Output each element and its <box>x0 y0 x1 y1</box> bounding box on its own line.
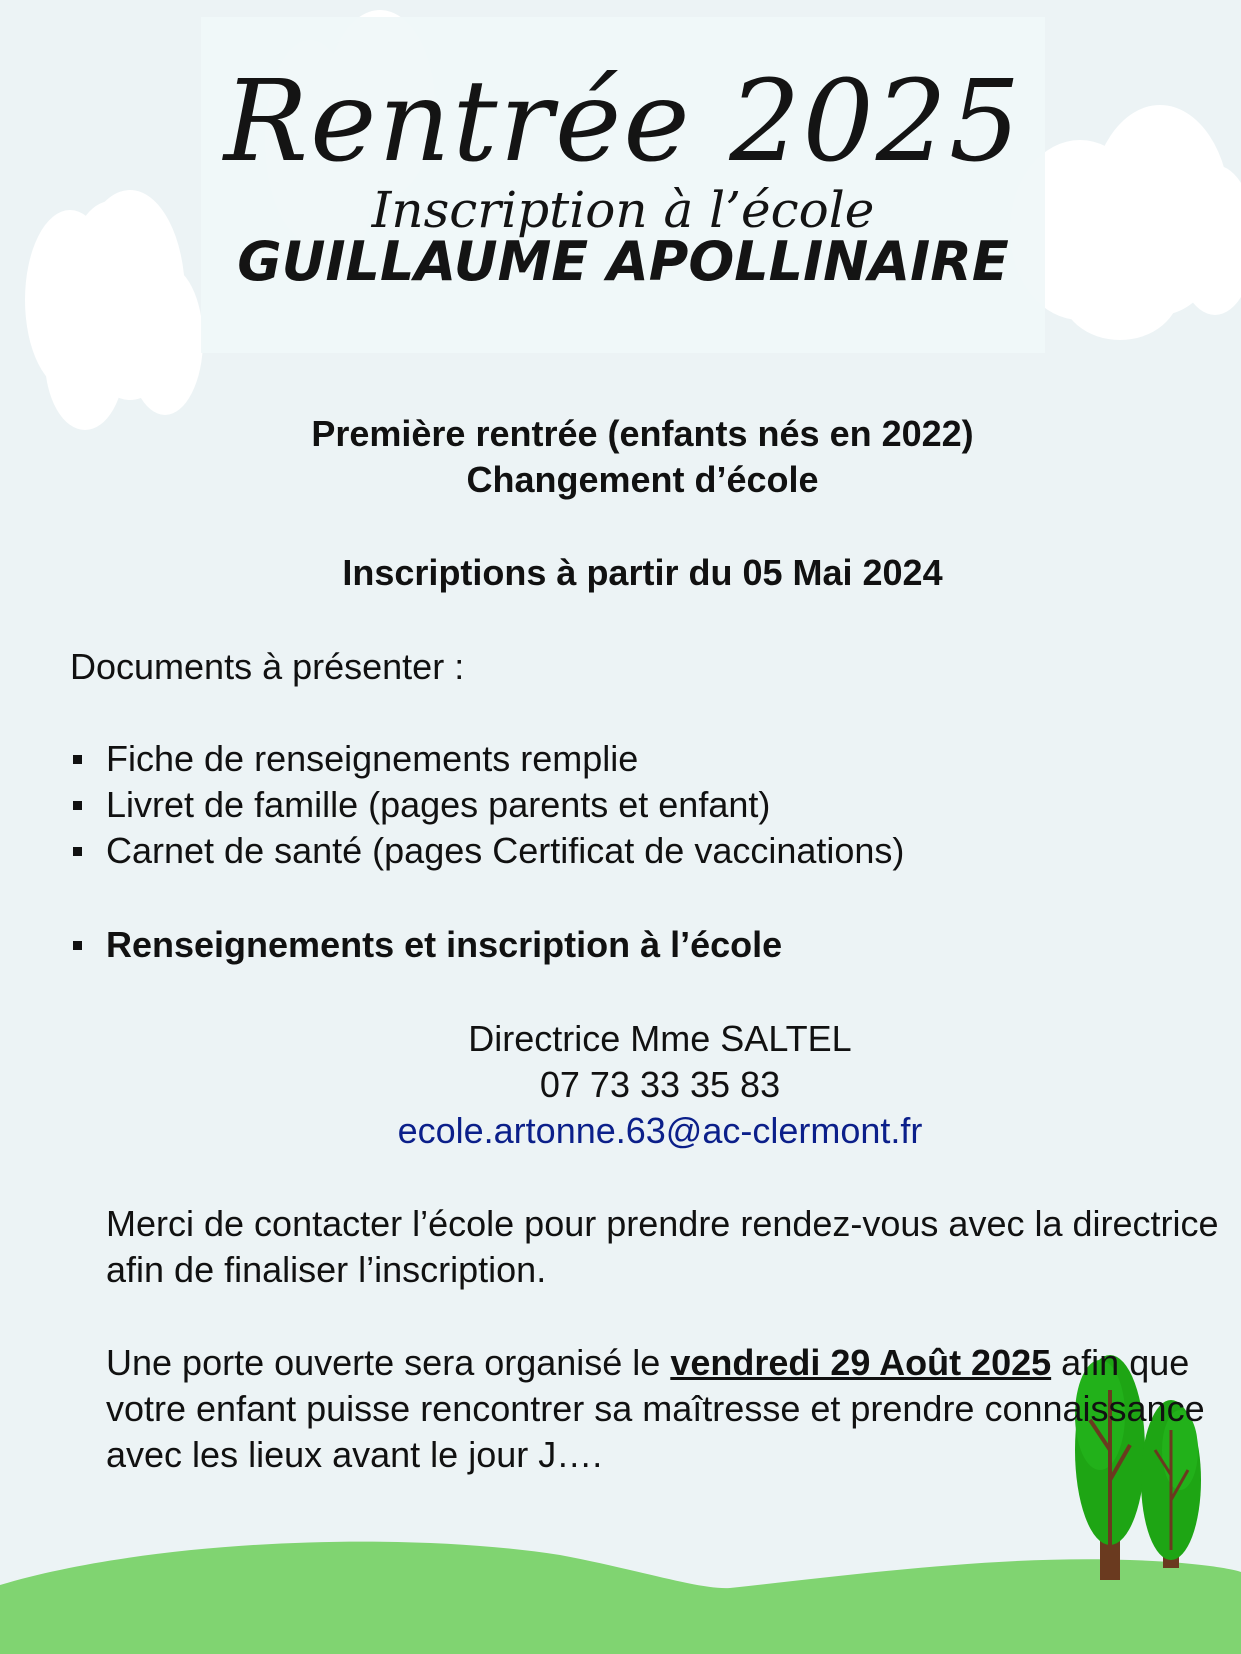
list-item <box>70 828 904 874</box>
documents-heading: Documents à présenter : <box>70 646 465 687</box>
info-list <box>70 922 782 968</box>
bullet-icon <box>73 847 82 856</box>
email-link[interactable]: ecole.artonne.63@ac-clermont.fr <box>397 1110 923 1151</box>
cloud-left <box>25 190 203 430</box>
page-subtitle: Inscription à l’école <box>371 181 875 239</box>
school-name: GUILLAUME APOLLINAIRE <box>237 230 1009 293</box>
page-title: Rentrée 2025 <box>223 57 1023 187</box>
open-day-prefix: Une porte ouverte sera organisé le <box>106 1342 671 1383</box>
bullet-icon <box>73 755 82 764</box>
list-item <box>70 782 904 828</box>
documents-list <box>70 736 904 874</box>
list-item <box>70 736 904 782</box>
open-day-date: vendredi 29 Août 2025 <box>670 1342 1052 1383</box>
contact-message: Merci de contacter l’école pour prendre rendez-vous avec la directrice afin de finaliser l’inscription. <box>106 1203 1219 1290</box>
document-item-label: Livret de famille (pages parents et enfant) <box>106 784 771 825</box>
document-item-label: Carnet de santé (pages Certificat de vaccinations) <box>106 830 905 871</box>
director-name: Directrice Mme SALTEL <box>468 1018 852 1059</box>
info-item-label: Renseignements et inscription à l’école <box>106 924 783 965</box>
intro-line-first-entry: Première rentrée (enfants nés en 2022) <box>311 413 974 454</box>
document-item-label: Fiche de renseignements remplie <box>106 738 639 779</box>
intro-line-school-change: Changement d’école <box>466 459 819 500</box>
open-day-suffix: afin que votre enfant puisse rencontrer sa maîtresse et prendre connaissance avec les lieux avant le jour J…. <box>106 1342 1205 1475</box>
bullet-icon <box>73 941 82 950</box>
open-day-message <box>106 1340 1226 1478</box>
list-item <box>70 922 782 968</box>
phone-number: 07 73 33 35 83 <box>539 1064 781 1105</box>
registration-date: Inscriptions à partir du 05 Mai 2024 <box>342 552 943 593</box>
bullet-icon <box>73 801 82 810</box>
grass-hill <box>0 1542 1241 1654</box>
